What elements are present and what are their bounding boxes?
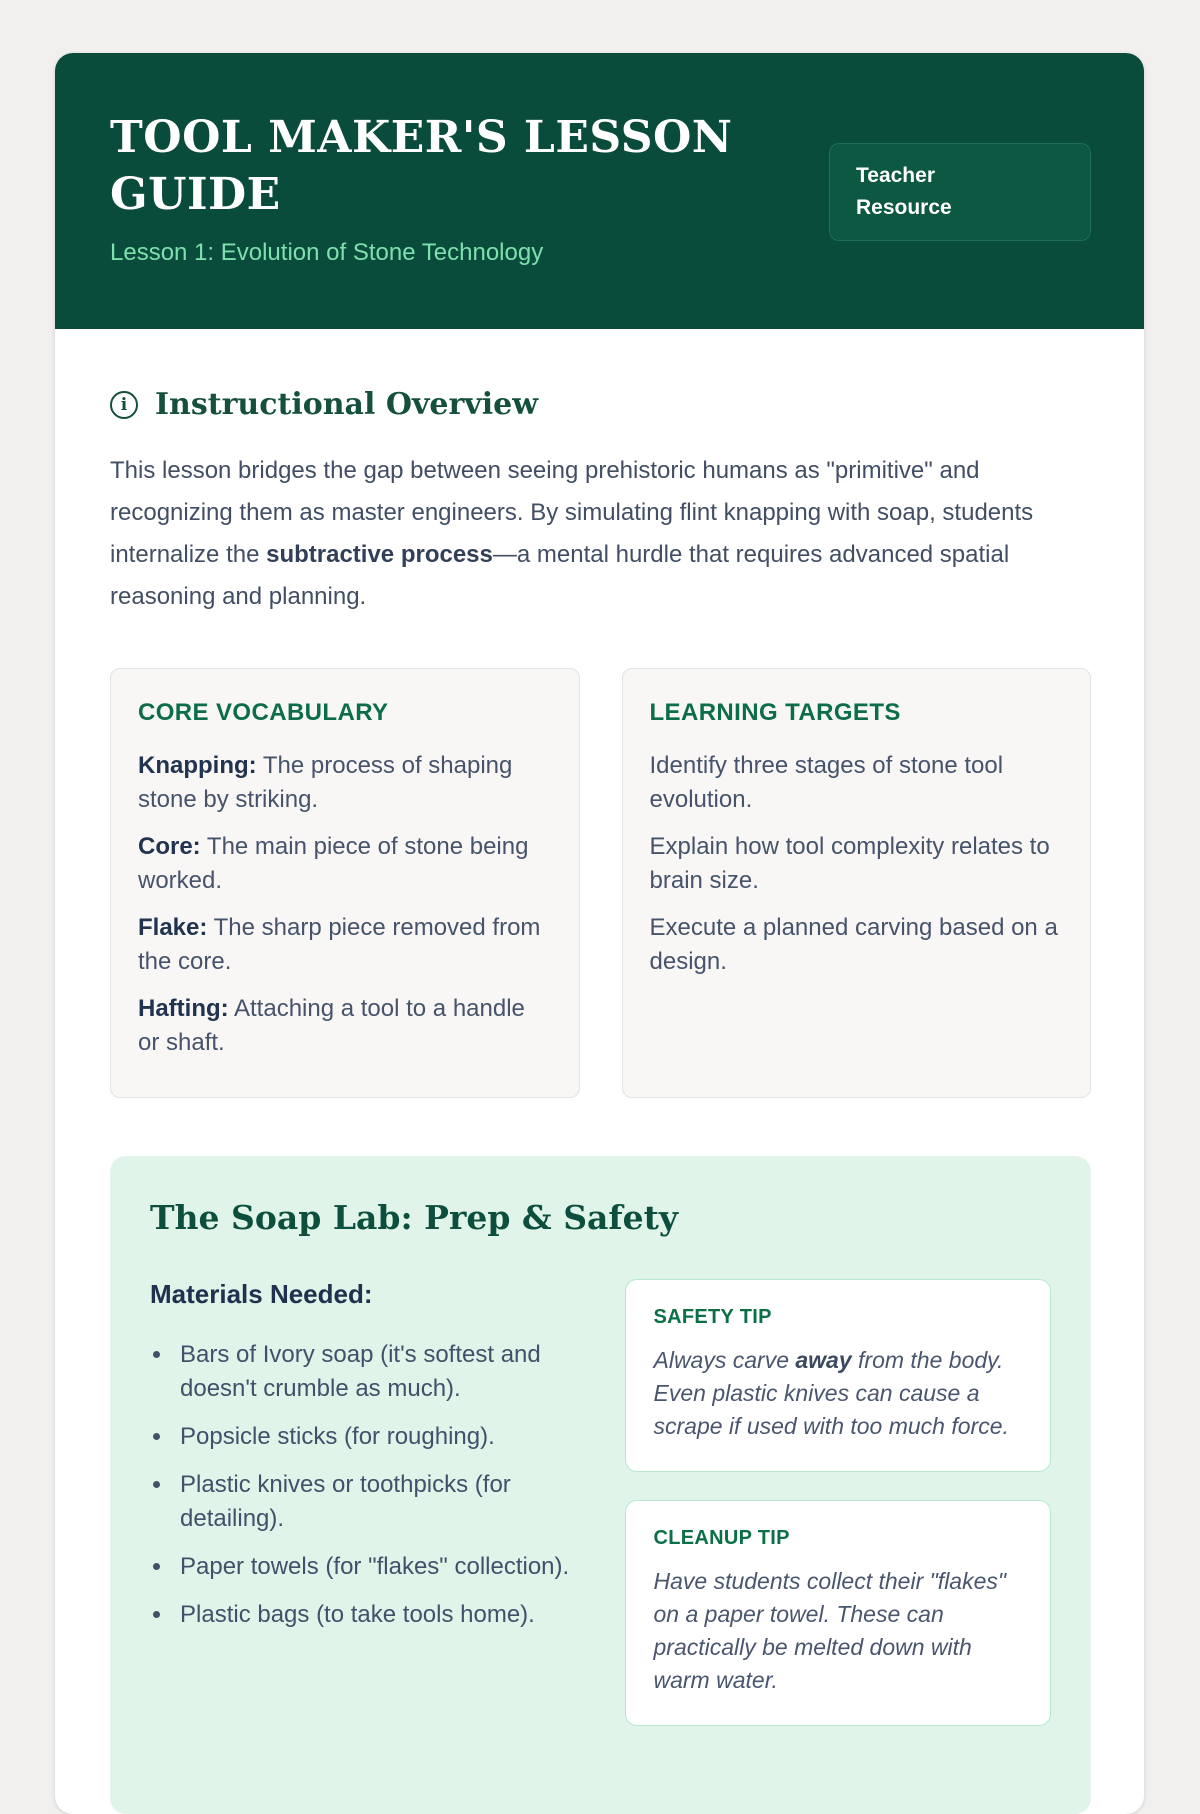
safety-tip-text: [654, 1344, 1023, 1443]
soap-lab-heading: The Soap Lab: Prep & Safety: [150, 1198, 679, 1237]
badge-label: Teacher Resource: [856, 164, 952, 219]
tips-column: [625, 1279, 1052, 1754]
overview-text-1: This lesson bridges the gap between seeing prehistoric humans as "primitive" and recognizing them as master engineers. By simulating flint knapping with soap, students internalize the: [110, 457, 1034, 568]
vocab-def: The sharp piece removed from the core.: [138, 914, 541, 975]
vocab-item: [138, 830, 552, 898]
safety-tip-text-2: from the body. Even plastic knives can cause a scrape if used with too much force.: [653, 1347, 1009, 1439]
vocab-def: Attaching a tool to a handle or shaft.: [138, 995, 525, 1056]
targets-heading: LEARNING TARGETS: [649, 699, 901, 726]
target-item: Identify three stages of stone tool evolution.: [649, 752, 1004, 813]
overview-text-2: —a mental hurdle that requires advanced spatial reasoning and planning.: [110, 541, 1010, 610]
overview-text-bold: subtractive process: [266, 541, 493, 568]
vocab-term: Hafting:: [138, 995, 229, 1022]
materials-item: • Paper towels (for "flakes" collection).: [174, 1550, 577, 1584]
target-item: Explain how tool complexity relates to brain size.: [649, 833, 1050, 894]
materials-list: [150, 1338, 577, 1632]
vocab-def: The process of shaping stone by striking.: [138, 752, 513, 813]
materials-section: [150, 1279, 577, 1646]
cleanup-tip-box: [625, 1500, 1052, 1726]
page-header: [55, 53, 1144, 329]
vocab-def: The main piece of stone being worked.: [138, 833, 529, 894]
info-icon: i: [110, 391, 138, 419]
page-title: TOOL MAKER'S LESSON GUIDE: [110, 112, 733, 220]
vocab-item: [138, 749, 552, 817]
teacher-resource-badge: [829, 143, 1091, 241]
materials-item: • Plastic bags (to take tools home).: [174, 1598, 577, 1632]
cleanup-tip-heading: CLEANUP TIP: [653, 1527, 790, 1549]
soap-lab-panel: [110, 1156, 1091, 1814]
materials-heading: Materials Needed:: [150, 1279, 373, 1309]
page-subtitle: Lesson 1: Evolution of Stone Technology: [110, 239, 544, 266]
vocab-item: [138, 992, 552, 1060]
learning-targets-box: [622, 668, 1092, 1098]
vocab-term: Knapping:: [138, 752, 257, 779]
core-vocabulary-box: [110, 668, 580, 1098]
vocab-heading: CORE VOCABULARY: [138, 699, 389, 726]
materials-item: • Plastic knives or toothpicks (for detailing).: [174, 1468, 577, 1536]
vocab-item: [138, 911, 552, 979]
materials-item: • Bars of Ivory soap (it's softest and doesn't crumble as much).: [174, 1338, 577, 1406]
materials-item: • Popsicle sticks (for roughing).: [174, 1420, 577, 1454]
vocab-term: Core:: [138, 833, 201, 860]
safety-tip-text-1: Always carve: [653, 1347, 796, 1373]
lesson-guide-card: [55, 53, 1144, 1814]
vocab-term: Flake:: [138, 914, 208, 941]
overview-heading: Instructional Overview: [155, 387, 539, 422]
safety-tip-heading: SAFETY TIP: [653, 1306, 772, 1328]
overview-section-heading: [110, 387, 1091, 422]
cleanup-tip-text: Have students collect their "flakes" on a paper towel. These can practically be melted down with warm water.: [653, 1568, 1007, 1693]
safety-tip-text-bold: away: [795, 1347, 852, 1373]
target-item: Execute a planned carving based on a design.: [649, 914, 1058, 975]
overview-paragraph: [110, 450, 1060, 618]
safety-tip-box: [625, 1279, 1052, 1472]
